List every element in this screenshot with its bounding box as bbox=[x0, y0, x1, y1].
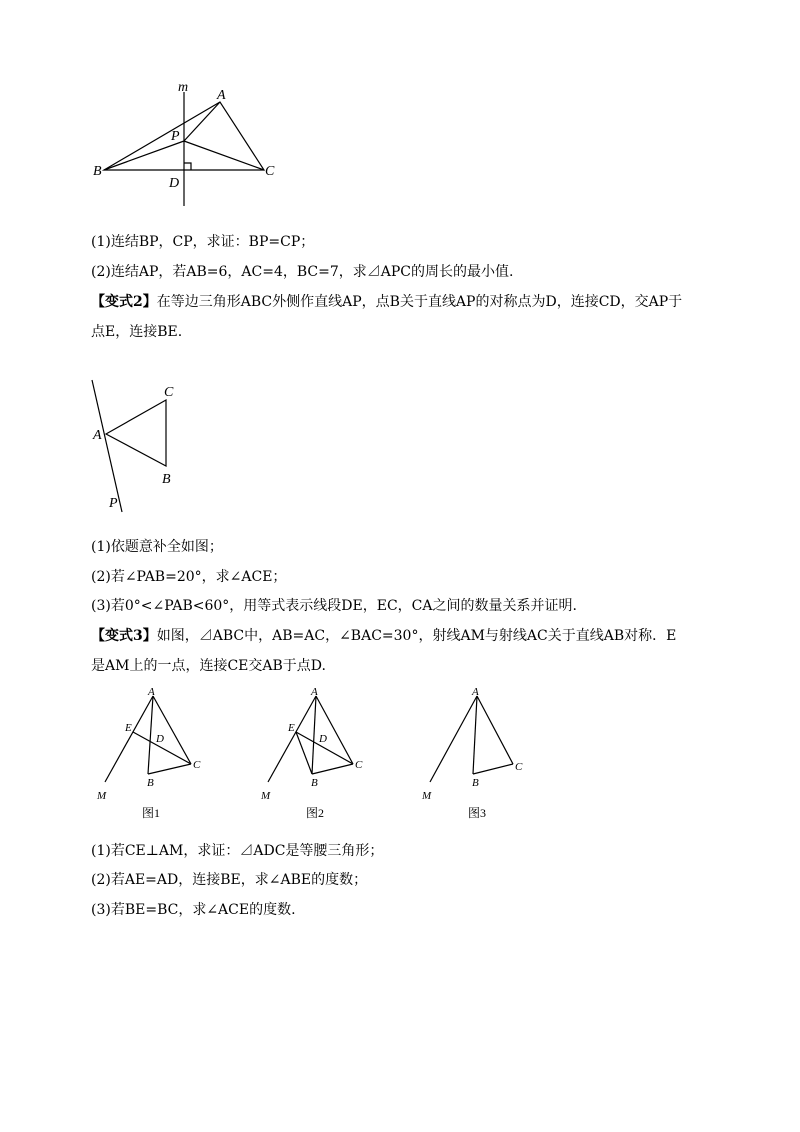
p3-label-a: A bbox=[472, 686, 479, 698]
question-2-part-1: (1)依题意补全如图； bbox=[91, 539, 223, 555]
p2-label-c: C bbox=[355, 759, 363, 771]
figure-1-diagram bbox=[0, 0, 800, 230]
p2-label-a: A bbox=[311, 686, 318, 698]
right-angle-mark bbox=[184, 163, 191, 170]
caption-fig-3: 图3 bbox=[468, 806, 487, 820]
p1-label-b: B bbox=[147, 777, 154, 789]
label-c: C bbox=[164, 385, 174, 400]
triangle-abc bbox=[106, 400, 166, 466]
segment-pa bbox=[184, 102, 220, 141]
figure-3-panel-3 bbox=[421, 686, 523, 820]
line-ap bbox=[92, 380, 122, 512]
label-m: m bbox=[178, 80, 189, 95]
label-b: B bbox=[162, 472, 171, 487]
p2-label-m: M bbox=[261, 790, 271, 802]
label-p: P bbox=[109, 496, 118, 511]
p2-label-d: D bbox=[319, 733, 327, 745]
question-2-part-2: (2)若∠PAB=20°，求∠ACE； bbox=[91, 569, 287, 585]
figure-3-panel-2 bbox=[260, 686, 363, 820]
label-b: B bbox=[93, 164, 102, 179]
label-a: A bbox=[217, 88, 226, 103]
caption-fig-1: 图1 bbox=[142, 806, 161, 820]
question-3-part-1: (1)若CE⊥AM，求证：⊿ADC是等腰三角形； bbox=[91, 843, 384, 859]
variant-2-statement-cont: 点E，连接BE. bbox=[91, 324, 183, 340]
p1-label-e: E bbox=[125, 722, 132, 734]
question-2-part-3: (3)若0°<∠PAB<60°，用等式表示线段DE，EC，CA之间的数量关系并证明. bbox=[91, 598, 577, 614]
p2-label-b: B bbox=[311, 777, 318, 789]
figure-2-diagram bbox=[0, 370, 800, 520]
variant-3-text: 如图，⊿ABC中，AB=AC，∠BAC=30°，射线AM与射线AC关于直线AB对称．E bbox=[156, 628, 677, 644]
question-3-part-3: (3)若BE=BC，求∠ACE的度数. bbox=[91, 902, 296, 918]
variant-3-tag: 【变式3】 bbox=[91, 628, 157, 644]
p1-label-d: D bbox=[156, 733, 164, 745]
segment-pc bbox=[184, 141, 264, 170]
p3-label-m: M bbox=[422, 790, 432, 802]
label-a: A bbox=[93, 428, 102, 443]
variant-2-tag: 【变式2】 bbox=[91, 294, 157, 310]
segment-pb bbox=[104, 141, 184, 170]
p1-label-m: M bbox=[97, 790, 107, 802]
question-1-part-1: (1)连结BP，CP，求证：BP=CP； bbox=[91, 234, 315, 250]
p2-label-e: E bbox=[288, 722, 295, 734]
variant-3-statement bbox=[91, 626, 676, 646]
variant-2-text: 在等边三角形ABC外侧作直线AP，点B关于直线AP的对称点为D，连接CD，交AP于 bbox=[156, 294, 683, 310]
label-p: P bbox=[171, 129, 180, 144]
figure-3-diagrams bbox=[0, 684, 800, 824]
caption-fig-2: 图2 bbox=[306, 806, 325, 820]
p1-label-a: A bbox=[148, 686, 155, 698]
variant-2-statement bbox=[91, 292, 682, 312]
label-c: C bbox=[265, 164, 275, 179]
p3-label-b: B bbox=[472, 777, 479, 789]
figure-3-panel-1 bbox=[96, 686, 201, 820]
p1-label-c: C bbox=[193, 759, 201, 771]
question-3-part-2: (2)若AE=AD，连接BE，求∠ABE的度数； bbox=[91, 872, 368, 888]
label-d: D bbox=[169, 176, 180, 191]
variant-3-statement-cont: 是AM上的一点，连接CE交AB于点D. bbox=[91, 658, 326, 674]
p3-label-c: C bbox=[515, 761, 523, 773]
question-1-part-2: (2)连结AP，若AB=6，AC=4，BC=7，求⊿APC的周长的最小值. bbox=[91, 264, 514, 280]
